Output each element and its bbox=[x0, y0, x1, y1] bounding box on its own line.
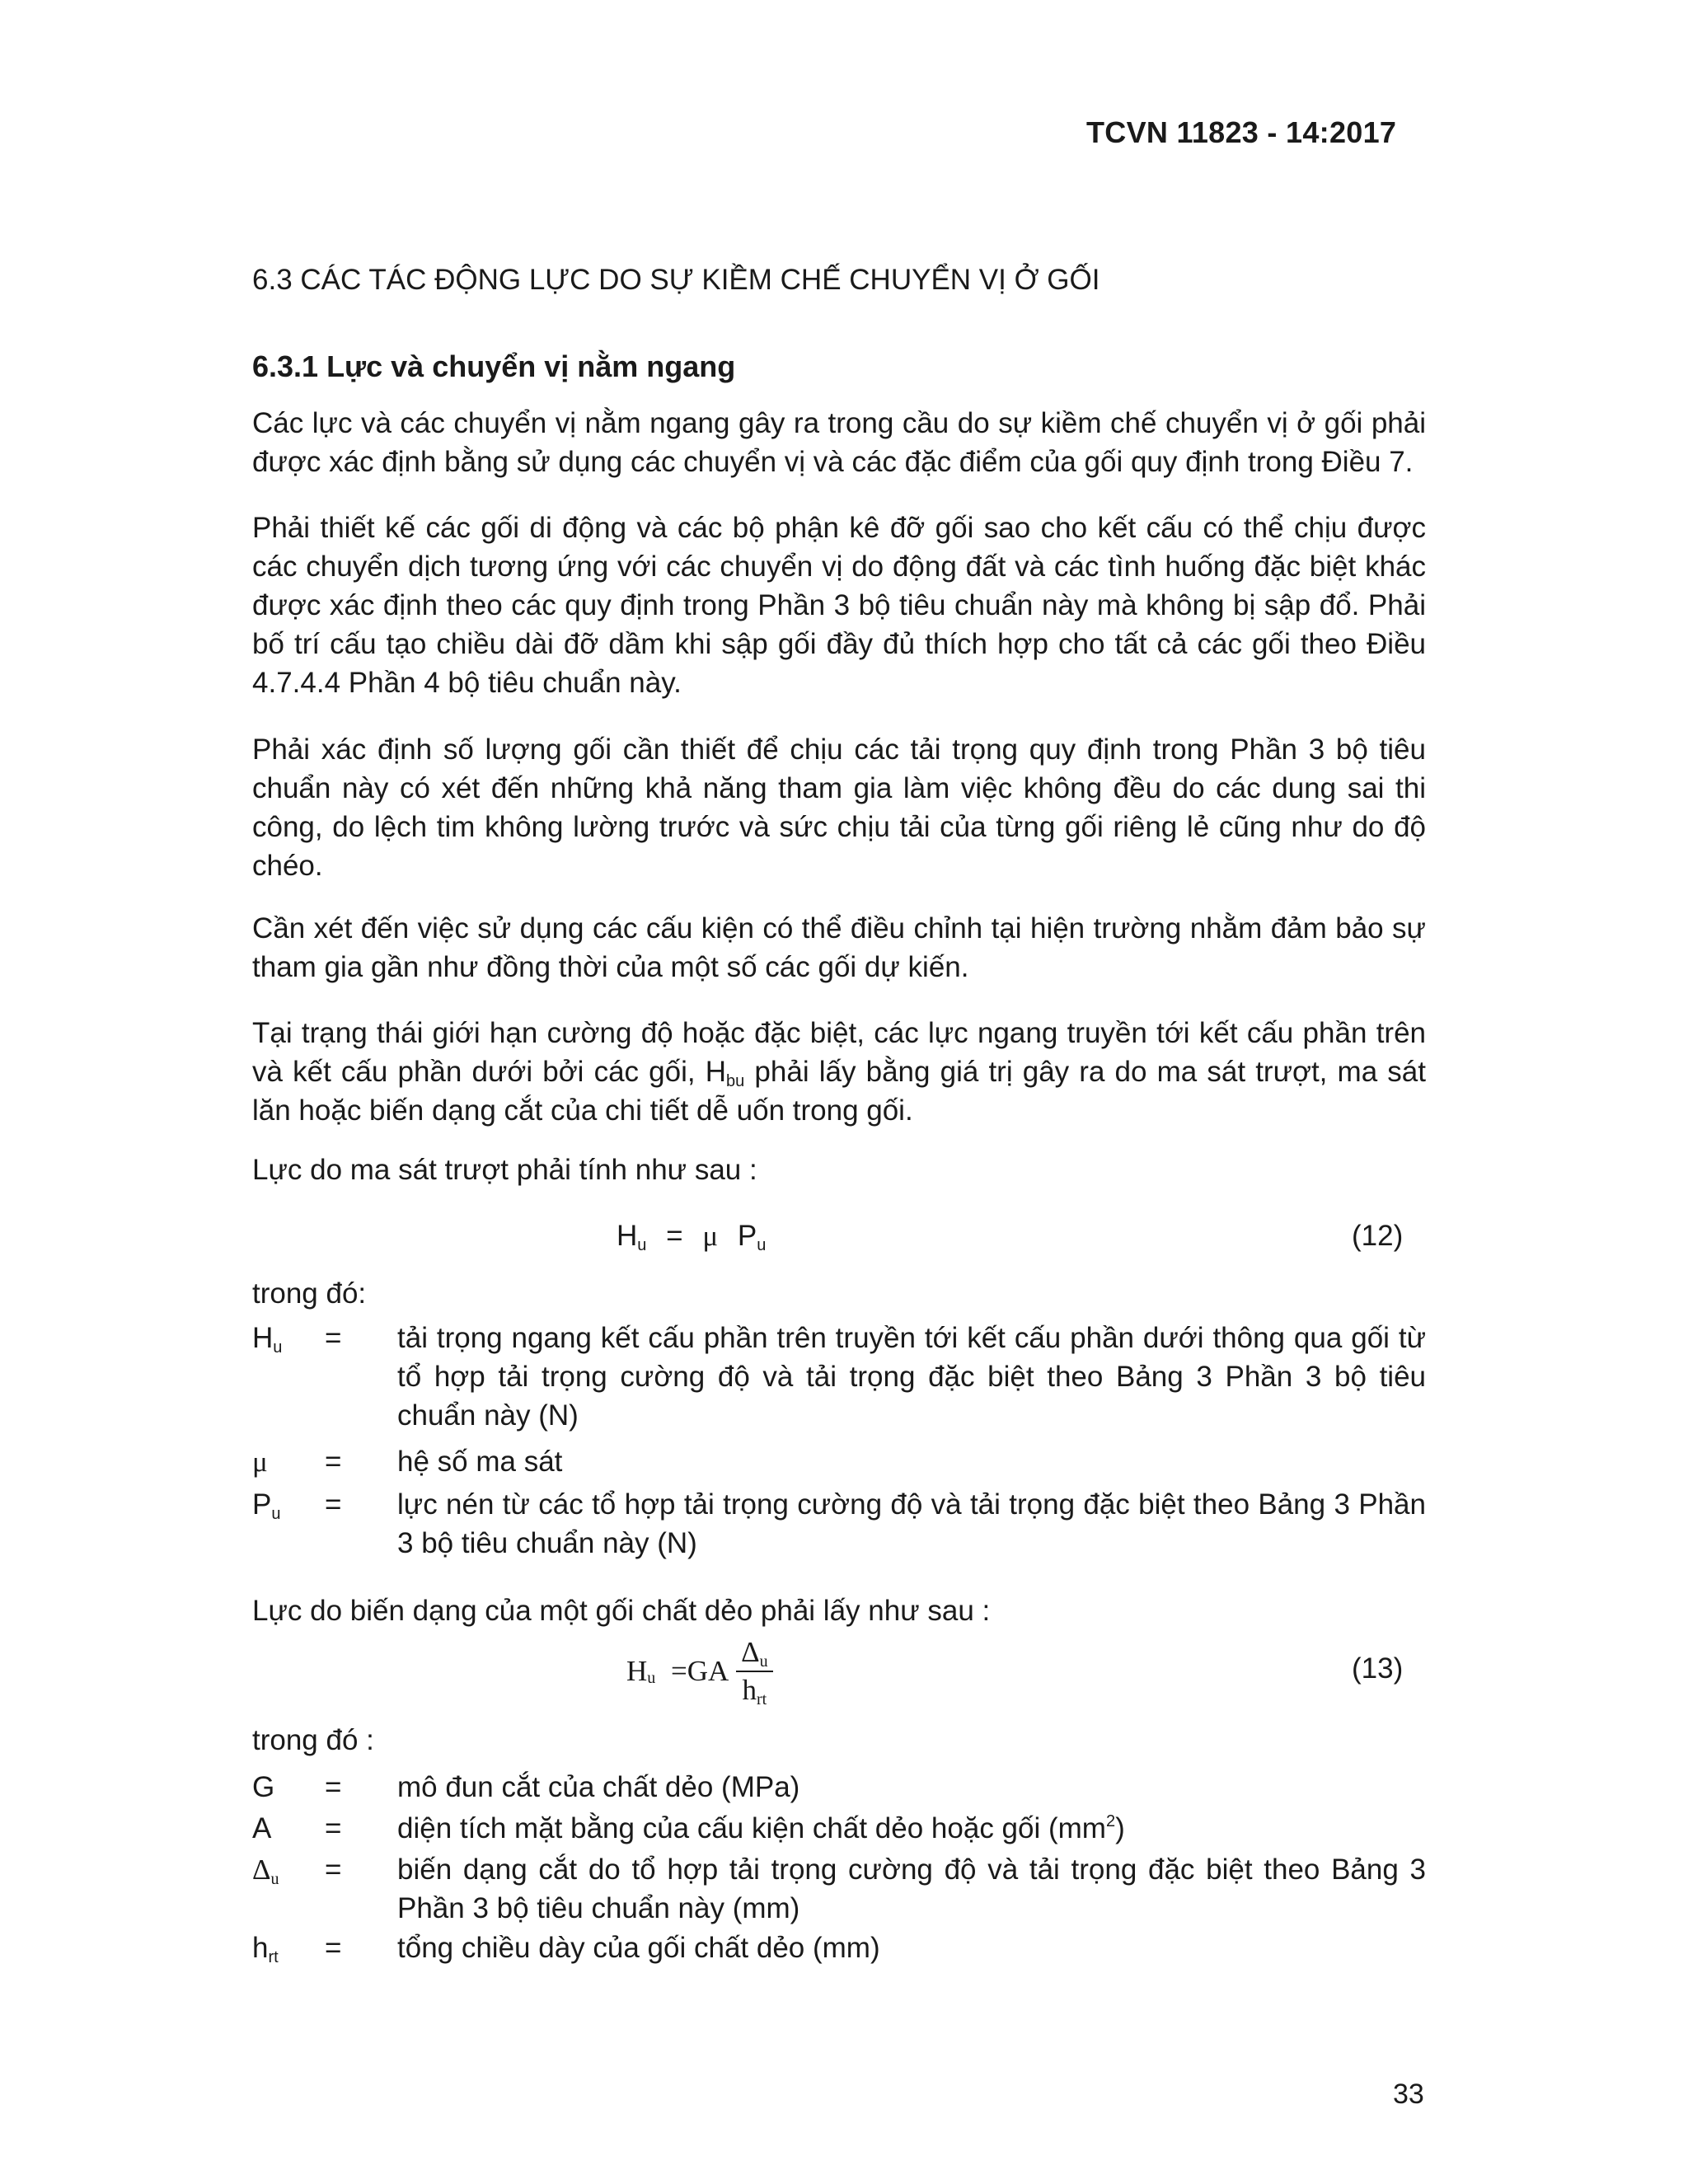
definition-equals: = bbox=[325, 1854, 342, 1886]
equation-12-number: (12) bbox=[1352, 1220, 1404, 1252]
definition-text: biến dạng cắt do tổ hợp tải trọng cường độ và tải trọng đặc biệt theo Bảng 3 Phần 3 bộ tiêu chuẩn này (mm) bbox=[397, 1854, 1426, 1924]
subsection-title: 6.3.1 Lực và chuyển vị nằm ngang bbox=[252, 349, 736, 383]
page-number: 33 bbox=[1393, 2079, 1424, 2110]
eq12-lhs-sub: u bbox=[637, 1236, 647, 1254]
equation-12 bbox=[617, 1220, 766, 1253]
equation-13 bbox=[626, 1636, 773, 1707]
definition-equals: = bbox=[325, 1932, 342, 1964]
definition-equals: = bbox=[325, 1771, 342, 1803]
eq12-rhs: P bbox=[737, 1220, 757, 1252]
eq12-mu: μ bbox=[702, 1220, 719, 1252]
definition-equals: = bbox=[325, 1446, 342, 1478]
eq13-lhs: H bbox=[626, 1655, 648, 1687]
definition-symbol: $\Delta_u$ bbox=[252, 1854, 279, 1888]
eq13-lhs-sub: u bbox=[647, 1669, 656, 1688]
definition-row-delta bbox=[252, 1850, 1426, 1928]
eq13-equals-ga: =GA bbox=[671, 1655, 729, 1687]
definition-text: diện tích mặt bằng của cấu kiện chất dẻo hoặc gối $(mm^2)$ bbox=[397, 1812, 1125, 1844]
eq12-rhs-sub: u bbox=[757, 1236, 767, 1254]
paragraph-5-text-b: phải lấy bằng giá trị gây ra do ma sát trượt, ma sát lăn hoặc biến dạng cắt của chi tiết dễ uốn trong gối. bbox=[252, 1056, 1426, 1127]
paragraph-5-subscript: bu bbox=[726, 1072, 745, 1090]
definition-symbol: A bbox=[252, 1812, 272, 1844]
paragraph-3: Phải xác định số lượng gối cần thiết để chịu các tải trọng quy định trong Phần 3 bộ tiêu chuẩn này có xét đến những khả năng tham gia làm việc không đều do các dung sai thi công, do lệch tim không lường trước và sức chịu tải của từng gối riêng lẻ cũng như do độ chéo. bbox=[252, 733, 1426, 882]
eq13-denominator: $h_{rt}$ bbox=[742, 1674, 767, 1708]
eq12-equals: = bbox=[666, 1220, 683, 1252]
definition-row-a bbox=[252, 1809, 1426, 1848]
definition-equals: = bbox=[325, 1322, 342, 1354]
definition-text: tổng chiều dày của gối chất dẻo (mm) bbox=[397, 1932, 880, 1964]
eq13-numerator: $\Delta_u$ bbox=[736, 1636, 773, 1672]
definition-row-g bbox=[252, 1768, 1426, 1807]
definition-symbol: μ bbox=[252, 1446, 268, 1478]
definition-row-pu bbox=[252, 1485, 1426, 1563]
definition-symbol: G bbox=[252, 1771, 275, 1803]
friction-intro: Lực do ma sát trượt phải tính như sau : bbox=[252, 1154, 757, 1186]
eq13-fraction bbox=[736, 1636, 773, 1707]
paragraph-1: Các lực và các chuyển vị nằm ngang gây ra trong cầu do sự kiềm chế chuyển vị ở gối phải được xác định bằng sử dụng các chuyển vị và các đặc điểm của gối quy định trong Điều 7. bbox=[252, 407, 1426, 478]
definition-text: lực nén từ các tổ hợp tải trọng cường độ và tải trọng đặc biệt theo Bảng 3 Phần 3 bộ tiêu chuẩn này (N) bbox=[397, 1488, 1426, 1559]
equation-13-number: (13) bbox=[1352, 1652, 1404, 1685]
definition-text: hệ số ma sát bbox=[397, 1446, 563, 1478]
paragraph-5 bbox=[252, 1014, 1426, 1130]
definition-symbol: $h_{rt}$ bbox=[252, 1932, 279, 1966]
definition-row-mu bbox=[252, 1442, 1426, 1481]
paragraph-4: Cần xét đến việc sử dụng các cấu kiện có thể điều chỉnh tại hiện trường nhằm đảm bảo sự tham gia gần như đồng thời của một số các gối dự kiến. bbox=[252, 912, 1426, 983]
deformation-intro: Lực do biến dạng của một gối chất dẻo phải lấy như sau : bbox=[252, 1595, 991, 1627]
definition-equals: = bbox=[325, 1488, 342, 1521]
where-label-2: trong đó : bbox=[252, 1724, 374, 1756]
eq12-lhs: H bbox=[617, 1220, 638, 1252]
definition-text: mô đun cắt của chất dẻo (MPa) bbox=[397, 1771, 800, 1803]
definition-symbol: $H_u$ bbox=[252, 1322, 283, 1357]
definition-row-hu bbox=[252, 1319, 1426, 1435]
definition-equals: = bbox=[325, 1812, 342, 1844]
paragraph-2: Phải thiết kế các gối di động và các bộ phận kê đỡ gối sao cho kết cấu có thể chịu được các chuyển dịch tương ứng với các chuyển vị do động đất và các tình huống đặc biệt khác được xác định theo các quy định trong Phần 3 bộ tiêu chuẩn này mà không bị sập đổ. Phải bố trí cấu tạo chiều dài đỡ dầm khi sập gối đầy đủ thích hợp cho tất cả các gối theo Điều 4.7.4.4 Phần 4 bộ tiêu chuẩn này. bbox=[252, 512, 1426, 699]
where-label-1: trong đó: bbox=[252, 1277, 367, 1310]
paragraph-5-text-a: Tại trạng thái giới hạn cường độ hoặc đặc biệt, các lực ngang truyền tới kết cấu phần trên và kết cấu phần dưới bởi các gối, H bbox=[252, 1017, 1426, 1088]
standard-code-header: TCVN 11823 - 14:2017 bbox=[1086, 115, 1397, 149]
definition-row-hrt bbox=[252, 1929, 1426, 1967]
definition-text: tải trọng ngang kết cấu phần trên truyền tới kết cấu phần dưới thông qua gối từ tổ hợp tải trọng cường độ và tải trọng đặc biệt theo Bảng 3 Phần 3 bộ tiêu chuẩn này (N) bbox=[397, 1322, 1426, 1432]
definition-symbol: $P_u$ bbox=[252, 1488, 281, 1523]
section-title: 6.3 CÁC TÁC ĐỘNG LỰC DO SỰ KIỀM CHẾ CHUYỂN VỊ Ở GỐI bbox=[252, 264, 1100, 296]
